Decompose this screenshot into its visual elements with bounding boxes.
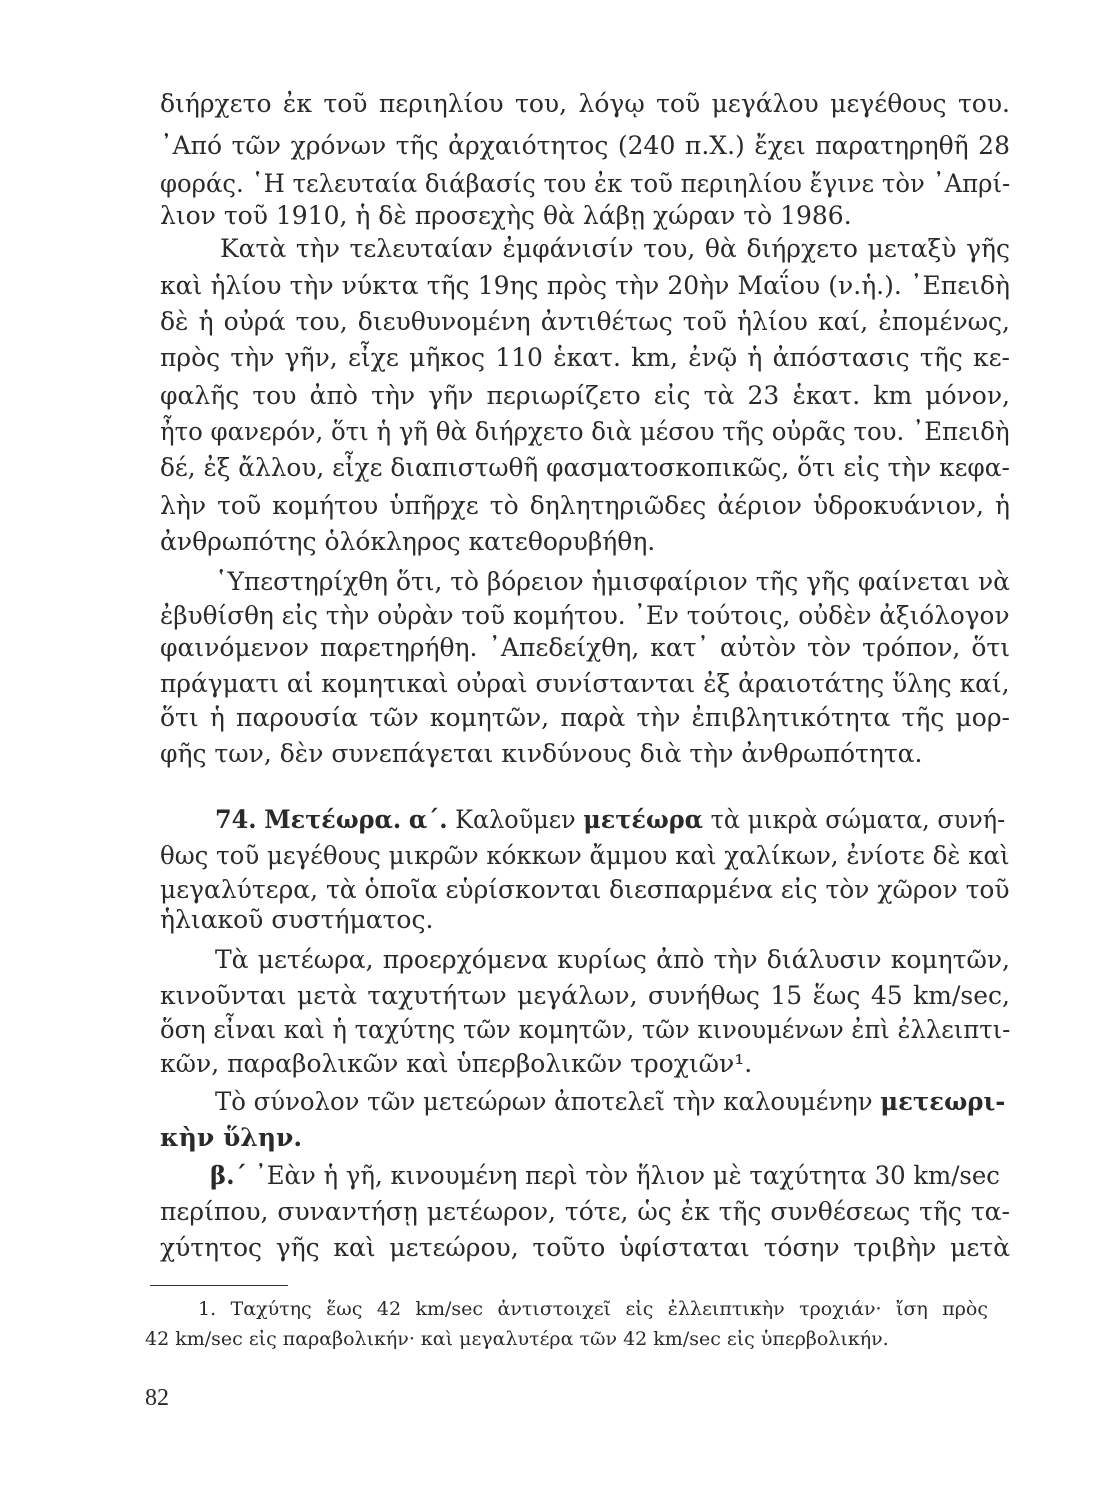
text-line: ὅση εἶναι καὶ ἡ ταχύτης τῶν κομητῶν, τῶν κινουμένων ἐπὶ ἐλλειπτι- [160,1015,1011,1044]
bold-term: μετέωρα [583,805,704,834]
text-line: Τὰ μετέωρα, προερχόμενα κυρίως ἀπὸ τὴν διάλυσιν κομητῶν, [215,945,1010,974]
section-heading-line [215,804,1006,836]
text-line: πράγματι αἱ κομητικαὶ οὐραὶ συνίστανται ἐξ ἀραιοτάτης ὕλης καί, [160,669,1010,698]
text-line: φοράς. ῾Η τελευταία διάβασίς του ἐκ τοῦ περιηλίου ἔγινε τὸν ᾿Απρί- [160,169,1011,198]
text-fragment: Καλοῦμεν [455,805,576,834]
text-line: ὅτι ἡ παρουσία τῶν κομητῶν, παρὰ τὴν ἐπιβλητικότητα τῆς μορ- [160,703,1010,732]
text-line: καὶ ἡλίου τὴν νύκτα τῆς 19ης πρὸς τὴν 20ὴν Μαΐου (ν.ἡ.). ᾿Επειδὴ [160,271,1010,300]
text-line: λὴν τοῦ κομήτου ὑπῆρχε τὸ δηλητηριῶδες ἀέριον ὑδροκυάνιον, ἡ [160,491,1010,520]
text-line: ῾Υπεστηρίχθη ὅτι, τὸ βόρειον ἡμισφαίριον τῆς γῆς φαίνεται νὰ [215,567,1010,596]
text-line: διήρχετο ἐκ τοῦ περιηλίου του, λόγῳ τοῦ μεγάλου μεγέθους του. [160,89,1010,118]
text-line: κῶν, παραβολικῶν καὶ ὑπερβολικῶν τροχιῶν¹. [160,1049,753,1078]
text-line: φαλῆς του ἀπὸ τὴν γῆν περιωρίζετο εἰς τὰ 23 ἑκατ. km μόνον, [160,381,1010,410]
section-title: Μετέωρα. [264,805,402,834]
text-line: πρὸς τὴν γῆν, εἶχε μῆκος 110 ἑκατ. km, ἐνῷ ἡ ἀπόστασις τῆς κε- [160,343,1010,372]
text-line: ἐβυθίσθη εἰς τὴν οὐρὰν τοῦ κομήτου. ᾿Εν τούτοις, οὐδὲν ἀξιόλογον [160,601,1010,630]
text-line: ἀνθρωπότης ὁλόκληρος κατεθορυβήθη. [160,527,656,556]
text-line [215,1086,1006,1118]
text-line: ᾿Από τῶν χρόνων τῆς ἀρχαιότητος (240 π.Χ.) ἔχει παρατηρηθῆ 28 [160,131,1010,160]
text-line: ἦτο φανερόν, ὅτι ἡ γῆ θὰ διήρχετο διὰ μέσου τῆς οὐρᾶς του. ᾿Επειδὴ [160,417,1010,446]
text-line: κινοῦνται μετὰ ταχυτήτων μεγάλων, συνήθως 15 ἕως 45 km/sec, [160,981,1010,1010]
bold-term: μετεωρι- [880,1087,1006,1116]
text-line: περίπου, συναντήσῃ μετέωρον, τότε, ὡς ἐκ τῆς συνθέσεως τῆς τα- [160,1197,1010,1226]
text-fragment: τὰ μικρὰ σώματα, συνή- [710,805,1006,834]
section-number: 74. [215,805,257,834]
text-line [210,1160,1000,1192]
text-line: δὲ ἡ οὐρά του, διευθυνομένη ἀντιθέτως τοῦ ἡλίου καί, ἐπομένως, [160,307,1010,336]
subsection-label: β.΄ [210,1161,247,1190]
text-line: φῆς των, δὲν συνεπάγεται κινδύνους διὰ τὴν ἀνθρωπότητα. [160,739,923,768]
text-line: λιον τοῦ 1910, ἡ δὲ προσεχὴς θὰ λάβῃ χώραν τὸ 1986. [160,201,852,230]
text-line: μεγαλύτερα, τὰ ὁποῖα εὑρίσκονται διεσπαρμένα εἰς τὸν χῶρον τοῦ [160,875,1010,904]
text-line: θως τοῦ μεγέθους μικρῶν κόκκων ἄμμου καὶ χαλίκων, ἐνίοτε δὲ καὶ [160,841,1010,870]
text-line: χύτητος γῆς καὶ μετεώρου, τοῦτο ὑφίσταται τόσην τριβὴν μετὰ [160,1233,1010,1262]
page-number: 82 [145,1385,169,1411]
text-line: Κατὰ τὴν τελευταίαν ἐμφάνισίν του, θὰ διήρχετο μεταξὺ γῆς [220,234,1010,263]
text-line: φαινόμενον παρετηρήθη. ᾿Απεδείχθη, κατ᾿ αὐτὸν τὸν τρόπον, ὅτι [160,633,1010,662]
text-line: ἡλιακοῦ συστήματος. [160,905,434,934]
subsection-label: α΄. [408,805,448,834]
text-line: δέ, ἐξ ἄλλου, εἶχε διαπιστωθῆ φασματοσκοπικῶς, ὅτι εἰς τὴν κεφα- [160,453,1010,482]
footnote-rule [150,1285,288,1286]
footnote-line: 42 km/sec εἰς παραβολικήν· καὶ μεγαλυτέρα τῶν 42 km/sec εἰς ὑπερβολικήν. [145,1328,889,1350]
footnote-line: 1. Ταχύτης ἕως 42 km/sec ἀντιστοιχεῖ εἰς ἐλλειπτικὴν τροχιάν· ἴση πρὸς [198,1298,988,1320]
text-fragment: ᾿Εὰν ἡ γῆ, κινουμένη περὶ τὸν ἥλιον μὲ ταχύτητα 30 km/sec [254,1161,1000,1190]
text-fragment: Τὸ σύνολον τῶν μετεώρων ἀποτελεῖ τὴν καλουμένην [215,1087,873,1116]
bold-term-line: κὴν ὕλην. [160,1123,303,1152]
